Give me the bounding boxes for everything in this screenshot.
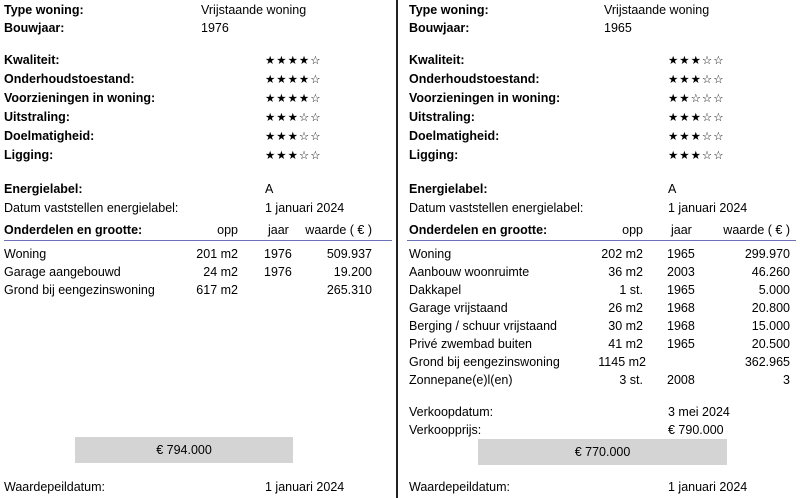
- rating-stars-doelmatigheid: ★★★☆☆: [265, 129, 322, 143]
- verkoopprijs-label: Verkoopprijs:: [409, 423, 482, 437]
- col-header-opp: opp: [622, 223, 643, 237]
- row-waarde: 15.000: [751, 319, 790, 333]
- row-jaar: 1968: [667, 301, 695, 315]
- energielabel-label: Energielabel:: [409, 182, 488, 196]
- verkoopprijs-value: € 790.000: [668, 423, 724, 437]
- row-name: Grond bij eengezinswoning: [409, 355, 560, 369]
- row-name: Berging / schuur vrijstaand: [409, 319, 557, 333]
- row-opp: 24 m2: [203, 265, 238, 279]
- row-opp: 202 m2: [601, 247, 643, 261]
- rating-stars-voorzieningen: ★★☆☆☆: [668, 91, 725, 105]
- row-waarde: 20.500: [751, 337, 790, 351]
- bouwjaar-value: 1965: [604, 21, 632, 35]
- row-name: Garage aangebouwd: [4, 265, 121, 279]
- peildatum-value: 1 januari 2024: [668, 480, 748, 494]
- total-value-box: € 794.000: [75, 437, 293, 463]
- energielabel-value: A: [668, 182, 677, 196]
- type-value: Vrijstaande woning: [604, 3, 710, 17]
- rating-label-voorzieningen: Voorzieningen in woning:: [409, 91, 561, 105]
- rating-stars-ligging: ★★★☆☆: [668, 148, 725, 162]
- row-opp: 617 m2: [196, 283, 238, 297]
- panel-divider: [396, 0, 398, 498]
- row-name: Aanbouw woonruimte: [409, 265, 530, 279]
- row-opp: 41 m2: [608, 337, 643, 351]
- rating-label-kwaliteit: Kwaliteit:: [4, 53, 60, 67]
- row-jaar: 2003: [667, 265, 695, 279]
- rating-label-doelmatigheid: Doelmatigheid:: [409, 129, 500, 143]
- row-name: Woning: [4, 247, 47, 261]
- table-header-rule: [4, 240, 392, 241]
- rating-label-ligging: Ligging:: [409, 148, 459, 162]
- row-waarde: 299.970: [744, 247, 790, 261]
- type-value: Vrijstaande woning: [201, 3, 307, 17]
- bouwjaar-value: 1976: [201, 21, 229, 35]
- rating-label-doelmatigheid: Doelmatigheid:: [4, 129, 95, 143]
- total-value-box: € 770.000: [478, 439, 727, 465]
- rating-label-onderhoud: Onderhoudstoestand:: [4, 72, 135, 86]
- rating-stars-doelmatigheid: ★★★☆☆: [668, 129, 725, 143]
- rating-stars-uitstraling: ★★★☆☆: [265, 110, 322, 124]
- left-property-panel: [0, 0, 396, 498]
- rating-stars-uitstraling: ★★★☆☆: [668, 110, 725, 124]
- row-name: Dakkapel: [409, 283, 462, 297]
- type-label: Type woning:: [409, 3, 489, 17]
- rating-stars-voorzieningen: ★★★★☆: [265, 91, 322, 105]
- peildatum-label: Waardepeildatum:: [4, 480, 105, 494]
- energielabel-value: A: [265, 182, 274, 196]
- col-header-jaar: jaar: [268, 223, 289, 237]
- row-jaar: 1965: [667, 283, 695, 297]
- col-header-waarde: waarde ( € ): [723, 223, 790, 237]
- row-jaar: 1965: [667, 337, 695, 351]
- datum-energielabel-label: Datum vaststellen energielabel:: [409, 201, 584, 215]
- rating-stars-ligging: ★★★☆☆: [265, 148, 322, 162]
- rating-stars-onderhoud: ★★★★☆: [265, 72, 322, 86]
- rating-label-voorzieningen: Voorzieningen in woning:: [4, 91, 156, 105]
- datum-energielabel-label: Datum vaststellen energielabel:: [4, 201, 179, 215]
- row-opp: 30 m2: [608, 319, 643, 333]
- row-name: Garage vrijstaand: [409, 301, 508, 315]
- row-waarde: 5.000: [758, 283, 790, 297]
- row-waarde: 362.965: [744, 355, 790, 369]
- row-waarde: 3: [783, 373, 790, 387]
- col-header-jaar: jaar: [671, 223, 692, 237]
- table-title: Onderdelen en grootte:: [409, 223, 548, 237]
- verkoopdatum-value: 3 mei 2024: [668, 405, 730, 419]
- rating-label-onderhoud: Onderhoudstoestand:: [409, 72, 540, 86]
- right-property-panel: [401, 0, 800, 498]
- row-opp: 201 m2: [196, 247, 238, 261]
- peildatum-label: Waardepeildatum:: [409, 480, 510, 494]
- type-label: Type woning:: [4, 3, 84, 17]
- table-header-rule: [407, 240, 796, 241]
- row-opp: 1145 m2: [598, 355, 646, 369]
- row-opp: 1 st.: [619, 283, 643, 297]
- bouwjaar-label: Bouwjaar:: [409, 21, 470, 35]
- row-waarde: 20.800: [751, 301, 790, 315]
- row-waarde: 509.937: [326, 247, 372, 261]
- row-waarde: 46.260: [751, 265, 790, 279]
- col-header-opp: opp: [217, 223, 238, 237]
- bouwjaar-label: Bouwjaar:: [4, 21, 65, 35]
- energielabel-label: Energielabel:: [4, 182, 83, 196]
- rating-stars-kwaliteit: ★★★☆☆: [668, 53, 725, 67]
- rating-label-uitstraling: Uitstraling:: [4, 110, 70, 124]
- row-name: Privé zwembad buiten: [409, 337, 532, 351]
- datum-energielabel-value: 1 januari 2024: [668, 201, 748, 215]
- rating-stars-onderhoud: ★★★☆☆: [668, 72, 725, 86]
- row-jaar: 2008: [667, 373, 695, 387]
- rating-label-ligging: Ligging:: [4, 148, 54, 162]
- row-jaar: 1968: [667, 319, 695, 333]
- row-name: Grond bij eengezinswoning: [4, 283, 155, 297]
- row-waarde: 265.310: [326, 283, 372, 297]
- row-jaar: 1976: [264, 247, 292, 261]
- row-waarde: 19.200: [333, 265, 372, 279]
- row-opp: 36 m2: [608, 265, 643, 279]
- table-title: Onderdelen en grootte:: [4, 223, 143, 237]
- row-jaar: 1976: [264, 265, 292, 279]
- row-jaar: 1965: [667, 247, 695, 261]
- rating-stars-kwaliteit: ★★★★☆: [265, 53, 322, 67]
- verkoopdatum-label: Verkoopdatum:: [409, 405, 494, 419]
- row-name: Zonnepane(e)l(en): [409, 373, 513, 387]
- peildatum-value: 1 januari 2024: [265, 480, 345, 494]
- row-opp: 26 m2: [608, 301, 643, 315]
- row-name: Woning: [409, 247, 452, 261]
- rating-label-uitstraling: Uitstraling:: [409, 110, 475, 124]
- datum-energielabel-value: 1 januari 2024: [265, 201, 345, 215]
- col-header-waarde: waarde ( € ): [305, 223, 372, 237]
- row-opp: 3 st.: [619, 373, 643, 387]
- rating-label-kwaliteit: Kwaliteit:: [409, 53, 465, 67]
